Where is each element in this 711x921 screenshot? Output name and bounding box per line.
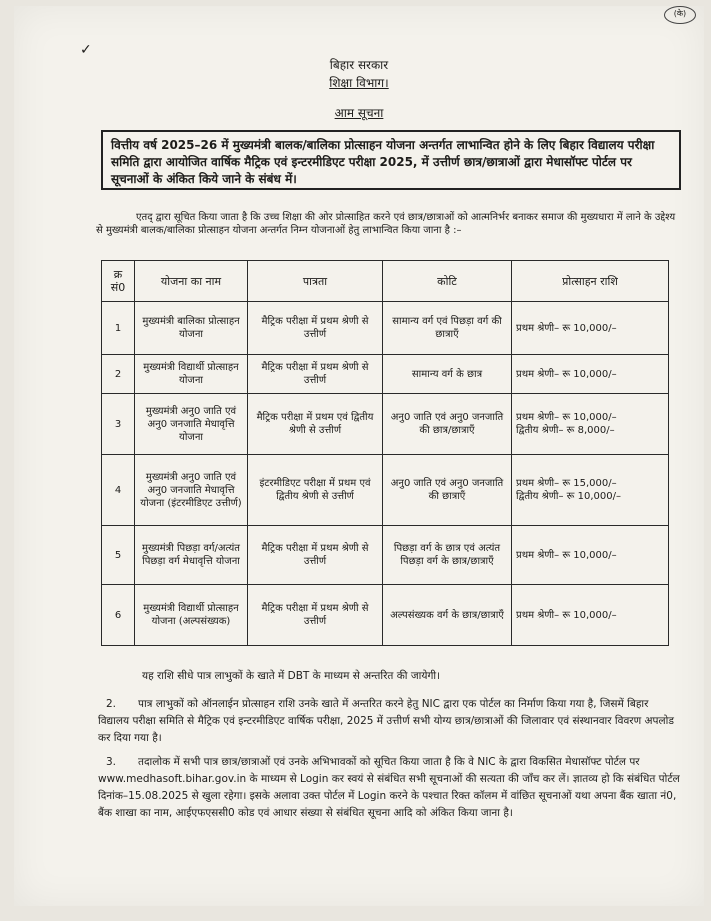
cell-amount <box>512 585 669 646</box>
cell-eligibility: मैट्रिक परीक्षा में प्रथम श्रेणी से उत्तीर्ण <box>248 526 383 585</box>
header-eligibility: पात्रता <box>248 261 383 302</box>
paragraph-2 <box>98 696 680 747</box>
cell-eligibility: मैट्रिक परीक्षा में प्रथम श्रेणी से उत्तीर्ण <box>248 585 383 646</box>
amount-line: प्रथम श्रेणी– रू 10,000/– <box>516 322 617 334</box>
table-row <box>102 585 669 646</box>
cell-category: अनु0 जाति एवं अनु0 जनजाति की छात्र/छात्राएँ <box>383 394 512 455</box>
cell-scheme: मुख्यमंत्री बालिका प्रोत्साहन योजना <box>135 302 248 355</box>
notice-title: आम सूचना <box>334 106 384 120</box>
table-row <box>102 394 669 455</box>
table-header-row <box>102 261 669 302</box>
header-scheme: योजना का नाम <box>135 261 248 302</box>
paragraph-3-number: 3. <box>106 756 117 768</box>
paragraph-3-text: तदालोक में सभी पात्र छात्र/छात्राओं एवं उनके अभिभावकों को सूचित किया जाता है कि वे NIC के द्वारा विकसित मेधासॉफ्ट पोर्टल पर www.medhasoft.bihar.gov.in के माध्यम से Login कर स्वयं से संबंधित सभी सूचनाओं की सत्यता की जाँच कर लें। ज्ञातव्य हो कि संबंधित पोर्टल दिनांक–15.08.2025 से खुला रहेगा। इसके अलावा उक्त पोर्टल में Login करने के पश्चात रिक्त कॉलम में वांछित सूचनाओं यथा अपना बैंक खाता नं0, बैंक शाखा का नाम, आईएफएससी0 कोड एवं आधार संख्या से संबंधित सूचना आदि को अंकित किया जाना है। <box>98 756 680 819</box>
paragraph-2-text: पात्र लाभुकों को ऑनलाईन प्रोत्साहन राशि उनके खाते में अन्तरित करने हेतु NIC द्वारा एक पोर्टल का निर्माण किया गया है, जिसमें बिहार विद्यालय परीक्षा समिति से मैट्रिक एवं इन्टरमीडिएट वार्षिक परीक्षा, 2025 में उत्तीर्ण सभी योग्य छात्र/छात्राओं की जिलावार एवं संस्थानवार विवरण अपलोड कर दिया गया है। <box>98 698 674 744</box>
government-name: बिहार सरकार <box>329 58 389 72</box>
cell-sn: 1 <box>102 302 135 355</box>
cell-eligibility: मैट्रिक परीक्षा में प्रथम श्रेणी से उत्तीर्ण <box>248 355 383 394</box>
cell-sn: 2 <box>102 355 135 394</box>
cell-category: पिछड़ा वर्ग के छात्र एवं अत्यंत पिछड़ा वर्ग के छात्र/छात्राएँ <box>383 526 512 585</box>
amount-line-second: द्वितीय श्रेणी– रू 8,000/– <box>516 425 615 436</box>
cell-sn: 6 <box>102 585 135 646</box>
cell-category: सामान्य वर्ग के छात्र <box>383 355 512 394</box>
cell-amount <box>512 394 669 455</box>
notice-sheet <box>14 6 704 906</box>
header-category: कोटि <box>383 261 512 302</box>
cell-eligibility: इंटरमीडिएट परीक्षा में प्रथम एवं द्वितीय श्रेणी से उत्तीर्ण <box>248 455 383 526</box>
cell-sn: 4 <box>102 455 135 526</box>
cell-amount <box>512 355 669 394</box>
cell-eligibility: मैट्रिक परीक्षा में प्रथम एवं द्वितीय श्रेणी से उत्तीर्ण <box>248 394 383 455</box>
stamp-mark: (के) <box>664 6 696 24</box>
table-row <box>102 302 669 355</box>
cell-scheme: मुख्यमंत्री अनु0 जाति एवं अनु0 जनजाति मेधावृत्ति योजना <box>135 394 248 455</box>
header-sn: क्र सं0 <box>102 261 135 302</box>
scheme-table <box>101 260 669 646</box>
cell-sn: 3 <box>102 394 135 455</box>
cell-category: अल्पसंख्यक वर्ग के छात्र/छात्राएँ <box>383 585 512 646</box>
cell-category: अनु0 जाति एवं अनु0 जनजाति की छात्राएँ <box>383 455 512 526</box>
check-mark-icon: ✓ <box>80 42 92 58</box>
amount-line: प्रथम श्रेणी– रू 15,000/– <box>516 478 617 489</box>
cell-amount <box>512 302 669 355</box>
dbt-note: यह राशि सीधे पात्र लाभुकों के खाते में DBT के माध्यम से अन्तरित की जायेगी। <box>142 670 441 682</box>
cell-scheme: मुख्यमंत्री अनु0 जाति एवं अनु0 जनजाति मेधावृत्ति योजना (इंटरमीडिएट उत्तीर्ण) <box>135 455 248 526</box>
amount-line-second: द्वितीय श्रेणी– रू 10,000/– <box>516 491 621 502</box>
paragraph-2-number: 2. <box>106 698 117 710</box>
table-row <box>102 455 669 526</box>
cell-amount <box>512 526 669 585</box>
table-row <box>102 526 669 585</box>
amount-line: प्रथम श्रेणी– रू 10,000/– <box>516 412 617 423</box>
cell-sn: 5 <box>102 526 135 585</box>
paragraph-3 <box>98 754 680 822</box>
intro-paragraph: एतद् द्वारा सूचित किया जाता है कि उच्च शिक्षा की ओर प्रोत्साहित करने एवं छात्र/छात्राओं को आत्मनिर्भर बनाकर समाज की मुख्यधारा में लाने के उद्देश्य से मुख्यमंत्री बालक/बालिका प्रोत्साहन योजना अन्तर्गत निम्न योजनाओं हेतु लाभान्वित किया जाना है :– <box>96 212 676 236</box>
amount-line: प्रथम श्रेणी– रू 10,000/– <box>516 549 617 561</box>
subject-box: वित्तीय वर्ष 2025–26 में मुख्यमंत्री बालक/बालिका प्रोत्साहन योजना अन्तर्गत लाभान्वित होने के लिए बिहार विद्यालय परीक्षा समिति द्वारा आयोजित वार्षिक मैट्रिक एवं इन्टरमीडिएट परीक्षा 2025, में उत्तीर्ण छात्र/छात्राओं द्वारा मेधासॉफ्ट पोर्टल पर सूचनाओं के अंकित किये जाने के संबंध में। <box>101 130 681 190</box>
header-amount: प्रोत्साहन राशि <box>512 261 669 302</box>
cell-scheme: मुख्यमंत्री विद्यार्थी प्रोत्साहन योजना (अल्पसंख्यक) <box>135 585 248 646</box>
table-row <box>102 355 669 394</box>
cell-amount <box>512 455 669 526</box>
cell-scheme: मुख्यमंत्री विद्यार्थी प्रोत्साहन योजना <box>135 355 248 394</box>
cell-eligibility: मैट्रिक परीक्षा में प्रथम श्रेणी से उत्तीर्ण <box>248 302 383 355</box>
amount-line: प्रथम श्रेणी– रू 10,000/– <box>516 368 617 380</box>
cell-scheme: मुख्यमंत्री पिछड़ा वर्ग/अत्यंत पिछड़ा वर्ग मेधावृत्ति योजना <box>135 526 248 585</box>
department-name: शिक्षा विभाग। <box>329 76 389 90</box>
cell-category: सामान्य वर्ग एवं पिछड़ा वर्ग की छात्राएँ <box>383 302 512 355</box>
amount-line: प्रथम श्रेणी– रू 10,000/– <box>516 609 617 621</box>
